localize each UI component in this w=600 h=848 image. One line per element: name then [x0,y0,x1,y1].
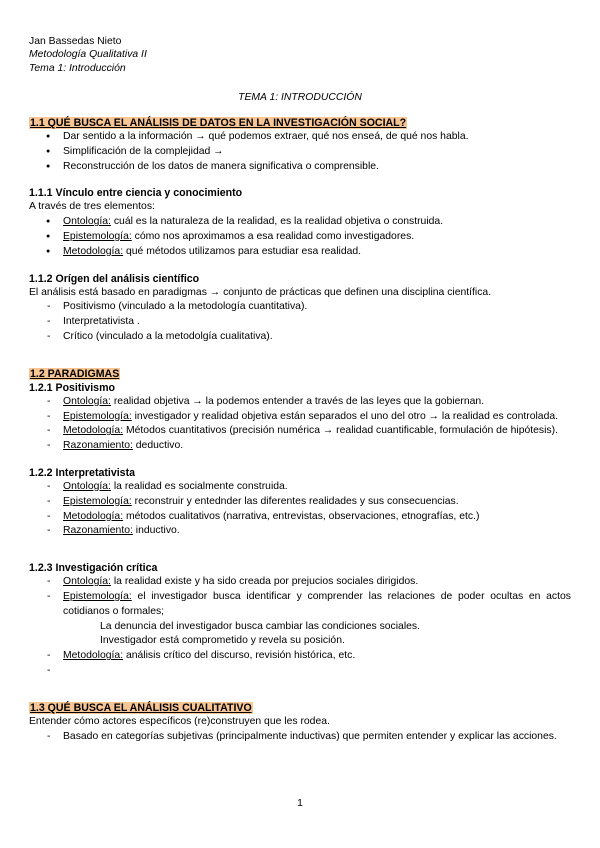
list-item: ● Reconstrucción de los datos de manera significativa o comprensible. [29,160,571,175]
list-item [29,510,571,525]
term-label: Razonamiento: [63,525,133,537]
dash-list-1-2-3-cont [29,649,571,679]
subsection-heading-1-2-3: 1.2.3 Investigación crítica [29,562,158,575]
page-content [29,35,571,744]
document-title: TEMA 1: INTRODUCCIÓN [238,92,362,104]
author-name: Jan Bassedas Nieto [29,36,122,47]
subsection-heading-1-2-1: 1.2.1 Positivismo [29,381,115,394]
term-text: la realidad es socialmente construida. [110,480,288,492]
list-item [29,649,571,664]
term-text: la realidad existe y ha sido creada por prejucios sociales dirigidos. [110,576,419,588]
term-label: Metodología: [63,650,124,662]
term-text: cuál es la naturaleza de la realidad, es la realidad objetiva o construida. [110,216,444,228]
dash-list-1-2-1 [29,395,571,454]
term-label: Ontología: [63,480,111,492]
sub-line: La denuncia del investigador busca cambiar las condiciones sociales. [100,620,420,632]
page-number: 1 [297,798,303,809]
list-item: ● Dar sentido a la información → qué podemos extraer, qué nos enseá, de qué nos habla. [29,130,571,145]
term-text: análisis crítico del discurso, revisión histórica, etc. [123,650,356,662]
list-item [29,575,571,590]
list-item [29,495,571,510]
term-label: Metodología: [63,245,124,257]
subsection-heading-1-1-2: 1.1.2 Orígen del análisis científico [29,272,200,285]
term-label: Metodología: [63,425,124,437]
dash-list-1-2-2 [29,480,571,539]
list-item [29,524,571,539]
subsection-heading-1-1-1: 1.1.1 Vínculo entre ciencia y conocimiento [29,187,243,200]
term-label: Epistemología: [63,495,132,507]
sub-line: Investigador está comprometido y revela su posición. [100,635,345,647]
term-text: el investigador busca identificar y comprender las relaciones de poder ocultas en actos cotidianos o formales; [63,590,571,617]
term-text: deductivo. [132,440,184,452]
section-heading-1-3 [29,701,571,715]
dash-list-1-2-3 [29,575,571,619]
list-item: - Interpretativista . [29,315,571,330]
term-label: Ontología: [63,395,111,407]
term-label: Metodología: [63,510,124,522]
heading-highlight: 1.2 PARADIGMAS [30,367,120,380]
list-item [29,245,571,260]
term-label: Ontología: [63,576,111,588]
bullet-list-1-1-1 [29,215,571,259]
term-text: reconstruir y entednder las diferentes realidades y sus consecuencias. [131,495,459,507]
section-heading-1-2 [29,367,571,381]
bullet-list-1-1 [29,130,571,174]
list-item [29,480,571,495]
heading-highlight: 1.3 QUÉ BUSCA EL ANÁLISIS CUALITATIVO [30,701,252,714]
term-label: Epistemología: [63,231,132,242]
list-item [29,395,571,410]
term-text: cómo nos aproximamos a esa realidad como investigadores. [131,231,415,242]
paragraph: A través de tres elementos: [29,201,155,213]
term-text: qué métodos utilizamos para estudiar esa realidad. [123,245,362,257]
term-label: Epistemología: [63,410,132,422]
dash-list-1-1-2 [29,300,571,344]
topic-name: Tema 1: Introducción [29,62,126,74]
term-text: investigador y realidad objetiva están separados el uno del otro → la realidad es controlada. [131,410,559,422]
term-label: Razonamiento: [63,440,133,452]
document-header [29,35,571,75]
course-name: Metodología Qualitativa II [29,49,147,61]
list-item [29,424,571,439]
term-text: realidad objetiva → la podemos entender a través de las leyes que la gobiernan. [110,395,485,407]
term-text: inductivo. [132,525,180,537]
list-item [29,215,571,230]
list-item [29,439,571,454]
paragraph: Entender cómo actores específicos (re)construyen que les rodea. [29,715,330,727]
term-text: Métodos cuantitativos (precisión numérica → realidad cuantificable, formulación de hipótesis). [123,425,558,437]
list-item [29,410,571,425]
list-item [29,230,571,245]
list-item [29,590,571,620]
list-item: - Positivismo (vinculado a la metodología cuantitativa). [29,300,571,315]
term-label: Ontología: [63,216,111,228]
subsection-heading-1-2-2: 1.2.2 Interpretativista [29,466,135,479]
list-item: - Basado en categorías subjetivas (principalmente inductivas) que permiten entender y explicar las acciones. [29,730,571,745]
term-text: métodos cualitativos (narrativa, entrevistas, observaciones, etnografías, etc.) [123,510,480,522]
term-label: Epistemología: [63,590,132,602]
empty-list-item [29,664,571,679]
paragraph: El análisis está basado en paradigmas → conjunto de prácticas que definen una disciplina científica. [29,286,492,298]
dash-list-1-3 [29,730,571,745]
section-heading-1-1 [29,116,571,130]
list-item: - Crítico (vinculado a la metodolgía cualitativa). [29,330,571,345]
list-item: ● Simplificación de la complejidad → [29,145,571,160]
heading-highlight: 1.1 QUÉ BUSCA EL ANÁLISIS DE DATOS EN LA INVESTIGACIÓN SOCIAL? [30,117,407,130]
